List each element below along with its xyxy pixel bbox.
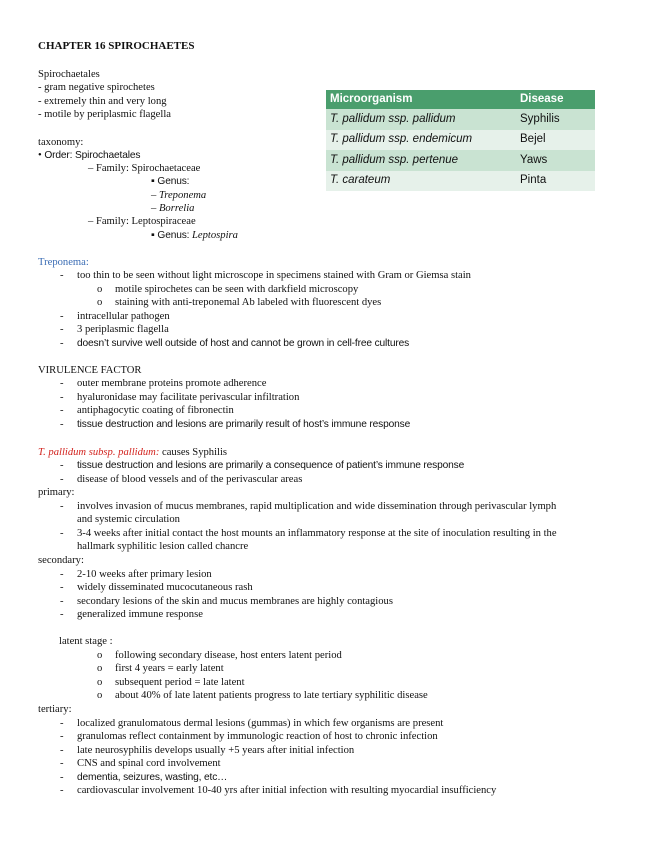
- latent-item: following secondary disease, host enters latent period: [115, 650, 342, 661]
- taxonomy-genus-1: [151, 175, 189, 188]
- taxonomy-genus-leptospira: Leptospira: [192, 230, 238, 241]
- primary-item-continued: hallmark syphilitic lesion called chancre: [77, 541, 249, 552]
- table-cell-disease: Syphilis: [516, 109, 595, 130]
- latent-item: subsequent period = late latent: [115, 677, 245, 688]
- intro-item: - gram negative spirochetes: [38, 82, 155, 93]
- dash-marker: -: [60, 718, 64, 729]
- table-cell-organism: T. carateum: [326, 171, 516, 192]
- table-cell-disease: Yaws: [516, 150, 595, 171]
- tertiary-item: localized granulomatous dermal lesions (gummas) in which few organisms are present: [77, 718, 444, 729]
- pallidum-name: T. pallidum subsp. pallidum:: [38, 447, 160, 458]
- dash-marker: -: [60, 528, 64, 539]
- secondary-item: secondary lesions of the skin and mucus membranes are highly contagious: [77, 596, 393, 607]
- dash-marker: -: [60, 378, 64, 389]
- dash-marker: -: [60, 324, 64, 335]
- dash-marker: -: [60, 419, 64, 430]
- virulence-heading: VIRULENCE FACTOR: [38, 365, 142, 376]
- virulence-item: antiphagocytic coating of fibronectin: [77, 405, 234, 416]
- treponema-item: intracellular pathogen: [77, 311, 170, 322]
- treponema-subitem: staining with anti-treponemal Ab labeled with fluorescent dyes: [115, 297, 382, 308]
- dash-marker: -: [60, 270, 64, 281]
- secondary-heading: secondary:: [38, 555, 84, 566]
- square-bullet-icon: ▪: [151, 230, 155, 241]
- table-row: [326, 109, 595, 130]
- dash-marker: -: [60, 772, 64, 783]
- pallidum-causes: causes Syphilis: [159, 447, 228, 458]
- table-cell-organism: T. pallidum ssp. endemicum: [326, 130, 516, 151]
- dash-marker: -: [60, 609, 64, 620]
- square-bullet-icon: ▪: [151, 176, 155, 187]
- taxonomy-family-2: – Family: Leptospiraceae: [88, 216, 196, 227]
- pallidum-heading: [38, 446, 227, 459]
- dash-marker: -: [60, 392, 64, 403]
- circle-bullet-icon: o: [97, 677, 103, 688]
- treponema-subitem: motile spirochetes can be seen with darkfield microscopy: [115, 284, 359, 295]
- dash-marker: -: [60, 785, 64, 796]
- treponema-item: doesn’t survive well outside of host and cannot be grown in cell-free cultures: [77, 338, 410, 349]
- circle-bullet-icon: o: [97, 690, 103, 701]
- tertiary-item: granulomas reflect containment by immunologic reaction of host to chronic infection: [77, 731, 438, 742]
- treponema-heading: Treponema:: [38, 257, 89, 268]
- bullet-icon: •: [38, 150, 42, 161]
- intro-item: - motile by periplasmic flagella: [38, 109, 171, 120]
- taxonomy-family-1: – Family: Spirochaetaceae: [88, 163, 201, 174]
- intro-heading: Spirochaetales: [38, 69, 100, 80]
- primary-heading: primary:: [38, 487, 75, 498]
- taxonomy-genus-treponema: – Treponema: [151, 190, 207, 201]
- primary-item: involves invasion of mucus membranes, rapid multiplication and wide dissemination through perivascular lymph: [77, 501, 557, 512]
- taxonomy-genus-2: [151, 229, 238, 242]
- dash-marker: -: [60, 731, 64, 742]
- table-header-row: [326, 90, 595, 109]
- dash-marker: -: [60, 311, 64, 322]
- intro-item: - extremely thin and very long: [38, 96, 167, 107]
- pallidum-item: disease of blood vessels and of the perivascular areas: [77, 474, 303, 485]
- microorganism-disease-table: [326, 90, 595, 191]
- circle-bullet-icon: o: [97, 663, 103, 674]
- virulence-item: hyaluronidase may facilitate perivascular infiltration: [77, 392, 300, 403]
- table-header-microorganism: Microorganism: [326, 90, 516, 109]
- taxonomy-heading: taxonomy:: [38, 137, 84, 148]
- treponema-item: 3 periplasmic flagella: [77, 324, 169, 335]
- circle-bullet-icon: o: [97, 284, 103, 295]
- latent-item: about 40% of late latent patients progress to late tertiary syphilitic disease: [115, 690, 428, 701]
- circle-bullet-icon: o: [97, 650, 103, 661]
- dash-marker: -: [60, 745, 64, 756]
- taxonomy-order: [38, 149, 140, 162]
- dash-marker: -: [60, 758, 64, 769]
- dash-marker: -: [60, 460, 64, 471]
- secondary-item: 2-10 weeks after primary lesion: [77, 569, 212, 580]
- primary-item-continued: and systemic circulation: [77, 514, 180, 525]
- latent-item: first 4 years = early latent: [115, 663, 224, 674]
- dash-marker: -: [60, 474, 64, 485]
- treponema-item: too thin to be seen without light microscope in specimens stained with Gram or Giemsa stain: [77, 270, 471, 281]
- tertiary-item: late neurosyphilis develops usually +5 years after initial infection: [77, 745, 355, 756]
- dash-marker: -: [60, 596, 64, 607]
- dash-marker: -: [60, 338, 64, 349]
- latent-heading: latent stage :: [59, 636, 113, 647]
- primary-item: 3-4 weeks after initial contact the host mounts an inflammatory response at the site of inoculation resulting in the: [77, 528, 557, 539]
- taxonomy-genus-borrelia: – Borrelia: [151, 203, 195, 214]
- secondary-item: widely disseminated mucocutaneous rash: [77, 582, 253, 593]
- secondary-item: generalized immune response: [77, 609, 203, 620]
- tertiary-item: dementia, seizures, wasting, etc…: [77, 772, 228, 783]
- taxonomy-order-label: Order: Spirochaetales: [44, 150, 141, 161]
- table-row: [326, 171, 595, 192]
- taxonomy-genus-2-label: Genus:: [157, 230, 190, 241]
- tertiary-item: cardiovascular involvement 10-40 yrs after initial infection with resulting myocardial insufficiency: [77, 785, 497, 796]
- tertiary-heading: tertiary:: [38, 704, 72, 715]
- chapter-title: CHAPTER 16 SPIROCHAETES: [38, 40, 195, 52]
- circle-bullet-icon: o: [97, 297, 103, 308]
- dash-marker: -: [60, 501, 64, 512]
- table-cell-disease: Pinta: [516, 171, 595, 192]
- table-row: [326, 150, 595, 171]
- virulence-item: tissue destruction and lesions are primarily result of host’s immune response: [77, 419, 411, 430]
- dash-marker: -: [60, 582, 64, 593]
- table-cell-organism: T. pallidum ssp. pertenue: [326, 150, 516, 171]
- pallidum-item: tissue destruction and lesions are primarily a consequence of patient’s immune response: [77, 460, 465, 471]
- tertiary-item: CNS and spinal cord involvement: [77, 758, 221, 769]
- dash-marker: -: [60, 569, 64, 580]
- taxonomy-genus-1-label: Genus:: [157, 176, 190, 187]
- table-cell-organism: T. pallidum ssp. pallidum: [326, 109, 516, 130]
- dash-marker: -: [60, 405, 64, 416]
- table-row: [326, 130, 595, 151]
- table-cell-disease: Bejel: [516, 130, 595, 151]
- virulence-item: outer membrane proteins promote adherence: [77, 378, 267, 389]
- table-header-disease: Disease: [516, 90, 595, 109]
